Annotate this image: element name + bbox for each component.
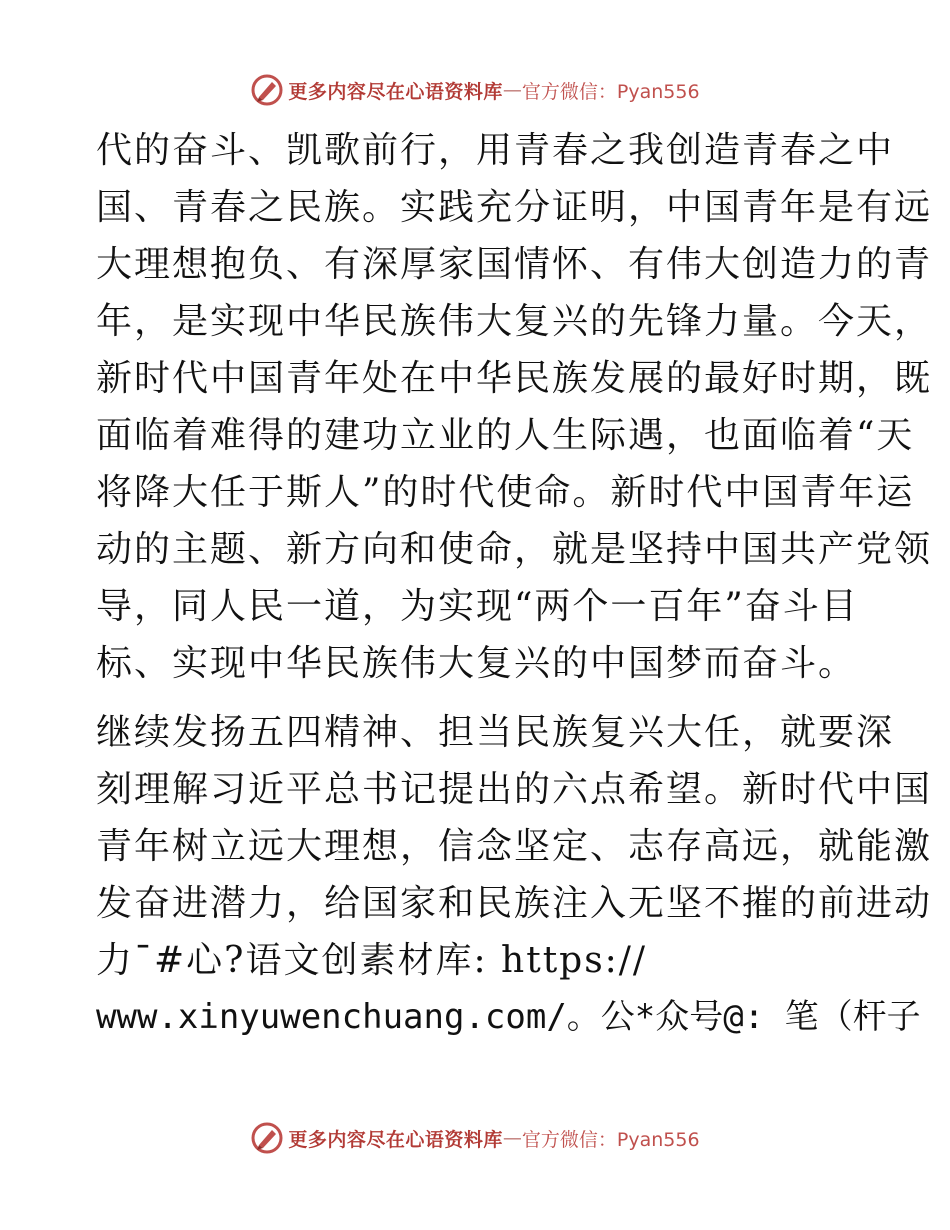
banner-title: 更多内容尽在心语资料库 (288, 80, 503, 103)
text-line: 刻理解习近平总书记提出的六点希望。新时代中国 (96, 769, 933, 810)
banner-separator: — (502, 1127, 522, 1149)
text-line: 将降大任于斯人”的时代使命。新时代中国青年运 (96, 472, 915, 513)
text-line-url: www.xinyuwenchuang.com/。公*众号@: 笔（杆子 (96, 997, 921, 1037)
text-line: 代的奋斗、凯歌前行，用青春之我创造青春之中 (96, 130, 895, 171)
text-line: 面临着难得的建功立业的人生际遇，也面临着“天 (96, 415, 915, 456)
text-line: 发奋进潜力，给国家和民族注入无坚不摧的前进动 (96, 883, 933, 924)
text-line: 年，是实现中华民族伟大复兴的先锋力量。今天， (96, 301, 933, 342)
text-line: 大理想抱负、有深厚家国情怀、有伟大创造力的青 (96, 244, 933, 285)
banner-title: 更多内容尽在心语资料库 (288, 1128, 503, 1151)
text-line: 力¯#心?语文创素材库: https:// (96, 940, 648, 981)
document-body (96, 122, 933, 1046)
banner-wechat: 官方微信：Pyan556 (521, 80, 700, 103)
banner-wechat: 官方微信：Pyan556 (521, 1128, 700, 1151)
text-line: 国、青春之民族。实践充分证明，中国青年是有远 (96, 187, 933, 228)
text-line: 导，同人民一道，为实现“两个一百年”奋斗目 (96, 586, 859, 627)
banner-separator: — (502, 79, 522, 101)
text-line: 新时代中国青年处在中华民族发展的最好时期，既 (96, 358, 933, 399)
pen-logo-icon (250, 1121, 284, 1155)
pen-logo-icon (250, 73, 284, 107)
text-line: 动的主题、新方向和使命，就是坚持中国共产党领 (96, 529, 933, 570)
text-line: 继续发扬五四精神、担当民族复兴大任，就要深 (96, 712, 895, 753)
text-line: 青年树立远大理想，信念坚定、志存高远，就能激 (96, 826, 933, 867)
footer-banner (0, 1118, 950, 1158)
text-line: 标、实现中华民族伟大复兴的中国梦而奋斗。 (96, 643, 857, 684)
header-banner (0, 70, 950, 110)
